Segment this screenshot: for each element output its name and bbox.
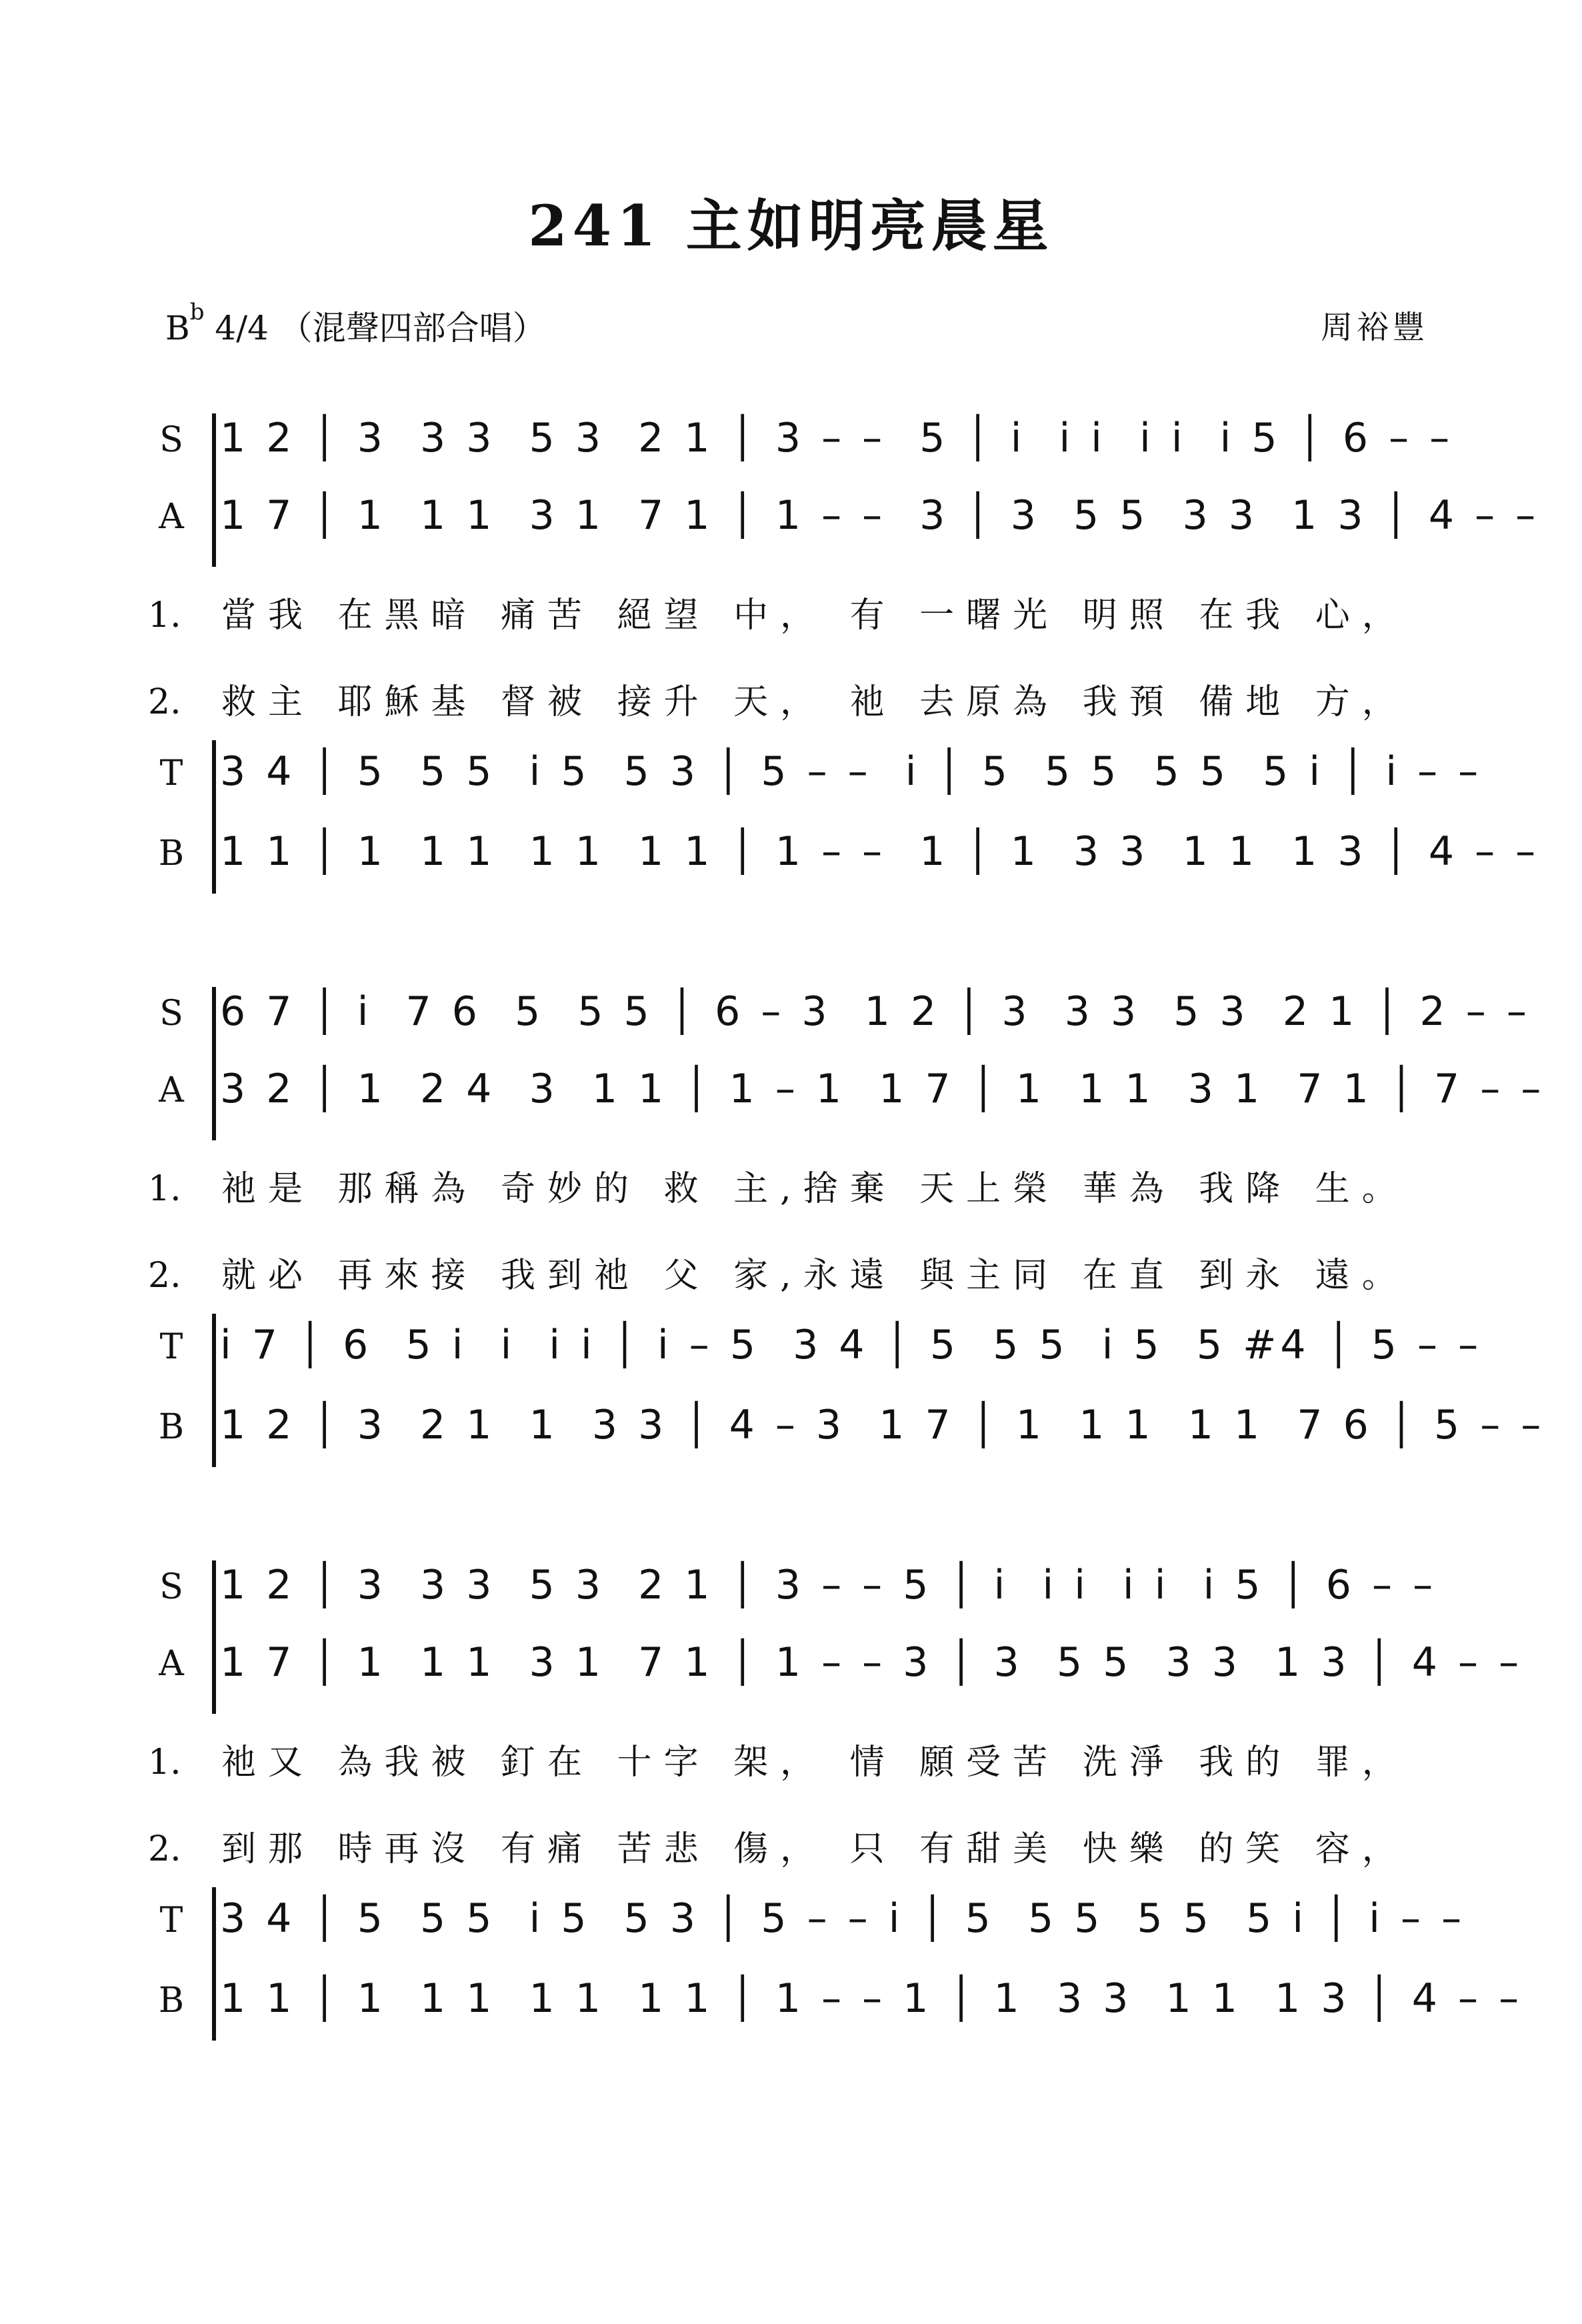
lyric-verse-1: 1. 當我 在黑暗 痛苦 絕望 中， 有 一曙光 明照 在我 心，: [148, 596, 1409, 636]
key-signature: $B^b$ 4/4 （混聲四部合唱）: [165, 299, 546, 347]
part-label-b: B: [158, 834, 185, 874]
lyric-verse-2: 2. 到那 時再沒 有痛 苦悲 傷， 只 有甜美 快樂 的笑 容，: [148, 1829, 1409, 1869]
alto-line: 3 2 │ 1 2 4 3 1 1 │ 1 – 1 1 7 │ 1 1 1 3 1 7 1 │ 7 – –: [220, 1066, 1545, 1112]
soprano-line: 1 2 │ 3 3 3 5 3 2 1 │ 3 – – 5 │ i i i i i i 5 │ 6 – –: [220, 1562, 1437, 1608]
alto-line: 1 7 │ 1 1 1 3 1 7 1 │ 1 – – 3 │ 3 5 5 3 3 1 3 │ 4 – –: [220, 492, 1540, 539]
bass-line: 1 1 │ 1 1 1 1 1 1 1 │ 1 – – 1 │ 1 3 3 1 1 1 3 │ 4 – –: [220, 828, 1540, 875]
lyric-verse-2: 2. 就必 再來接 我到祂 父 家,永遠 與主同 在直 到永 遠。: [148, 1256, 1409, 1296]
alto-line: 1 7 │ 1 1 1 3 1 7 1 │ 1 – – 3 │ 3 5 5 3 3 1 3 │ 4 – –: [220, 1639, 1523, 1686]
part-label-b: B: [158, 1981, 185, 2021]
part-label-a: A: [159, 497, 184, 537]
part-label-s: S: [159, 420, 183, 460]
tenor-line: 3 4 │ 5 5 5 i 5 5 3 │ 5 – – i │ 5 5 5 5 5 5 i │ i – –: [220, 1895, 1466, 1942]
part-label-t: T: [159, 1327, 183, 1367]
lyric-verse-1: 1. 祂又 為我被 釘在 十字 架， 情 願受苦 洗淨 我的 罪，: [148, 1742, 1409, 1783]
lyric-verse-1: 1. 祂是 那稱為 奇妙的 救 主,捨棄 天上榮 華為 我降 生。: [148, 1169, 1409, 1209]
bass-line: 1 1 │ 1 1 1 1 1 1 1 │ 1 – – 1 │ 1 3 3 1 1 1 3 │ 4 – –: [220, 1975, 1523, 2022]
part-label-t: T: [159, 1901, 183, 1941]
composer: 周裕豐: [1320, 309, 1429, 346]
hymn-title: 241 主如明亮晨星: [528, 193, 1054, 259]
soprano-line: 6 7 │ i 7 6 5 5 5 │ 6 – 3 1 2 │ 3 3 3 5 3 2 1 │ 2 – –: [220, 988, 1531, 1035]
soprano-line: 1 2 │ 3 3 3 5 3 2 1 │ 3 – – 5 │ i i i i i i 5 │ 6 – –: [220, 415, 1454, 461]
part-label-b: B: [158, 1407, 185, 1447]
part-label-a: A: [159, 1644, 184, 1684]
bass-line: 1 2 │ 3 2 1 1 3 3 │ 4 – 3 1 7 │ 1 1 1 1 1 7 6 │ 5 – –: [220, 1402, 1545, 1448]
part-label-t: T: [159, 754, 183, 794]
part-label-s: S: [159, 994, 183, 1034]
tenor-line: 3 4 │ 5 5 5 i 5 5 3 │ 5 – – i │ 5 5 5 5 5 5 i │ i – –: [220, 748, 1483, 795]
part-label-a: A: [159, 1070, 184, 1110]
part-label-s: S: [159, 1567, 183, 1607]
tenor-line: i 7 │ 6 5 i i i i │ i – 5 3 4 │ 5 5 5 i 5 5 #4 │ 5 – –: [220, 1322, 1483, 1368]
lyric-verse-2: 2. 救主 耶穌基 督被 接升 天， 祂 去原為 我預 備地 方，: [148, 682, 1409, 722]
